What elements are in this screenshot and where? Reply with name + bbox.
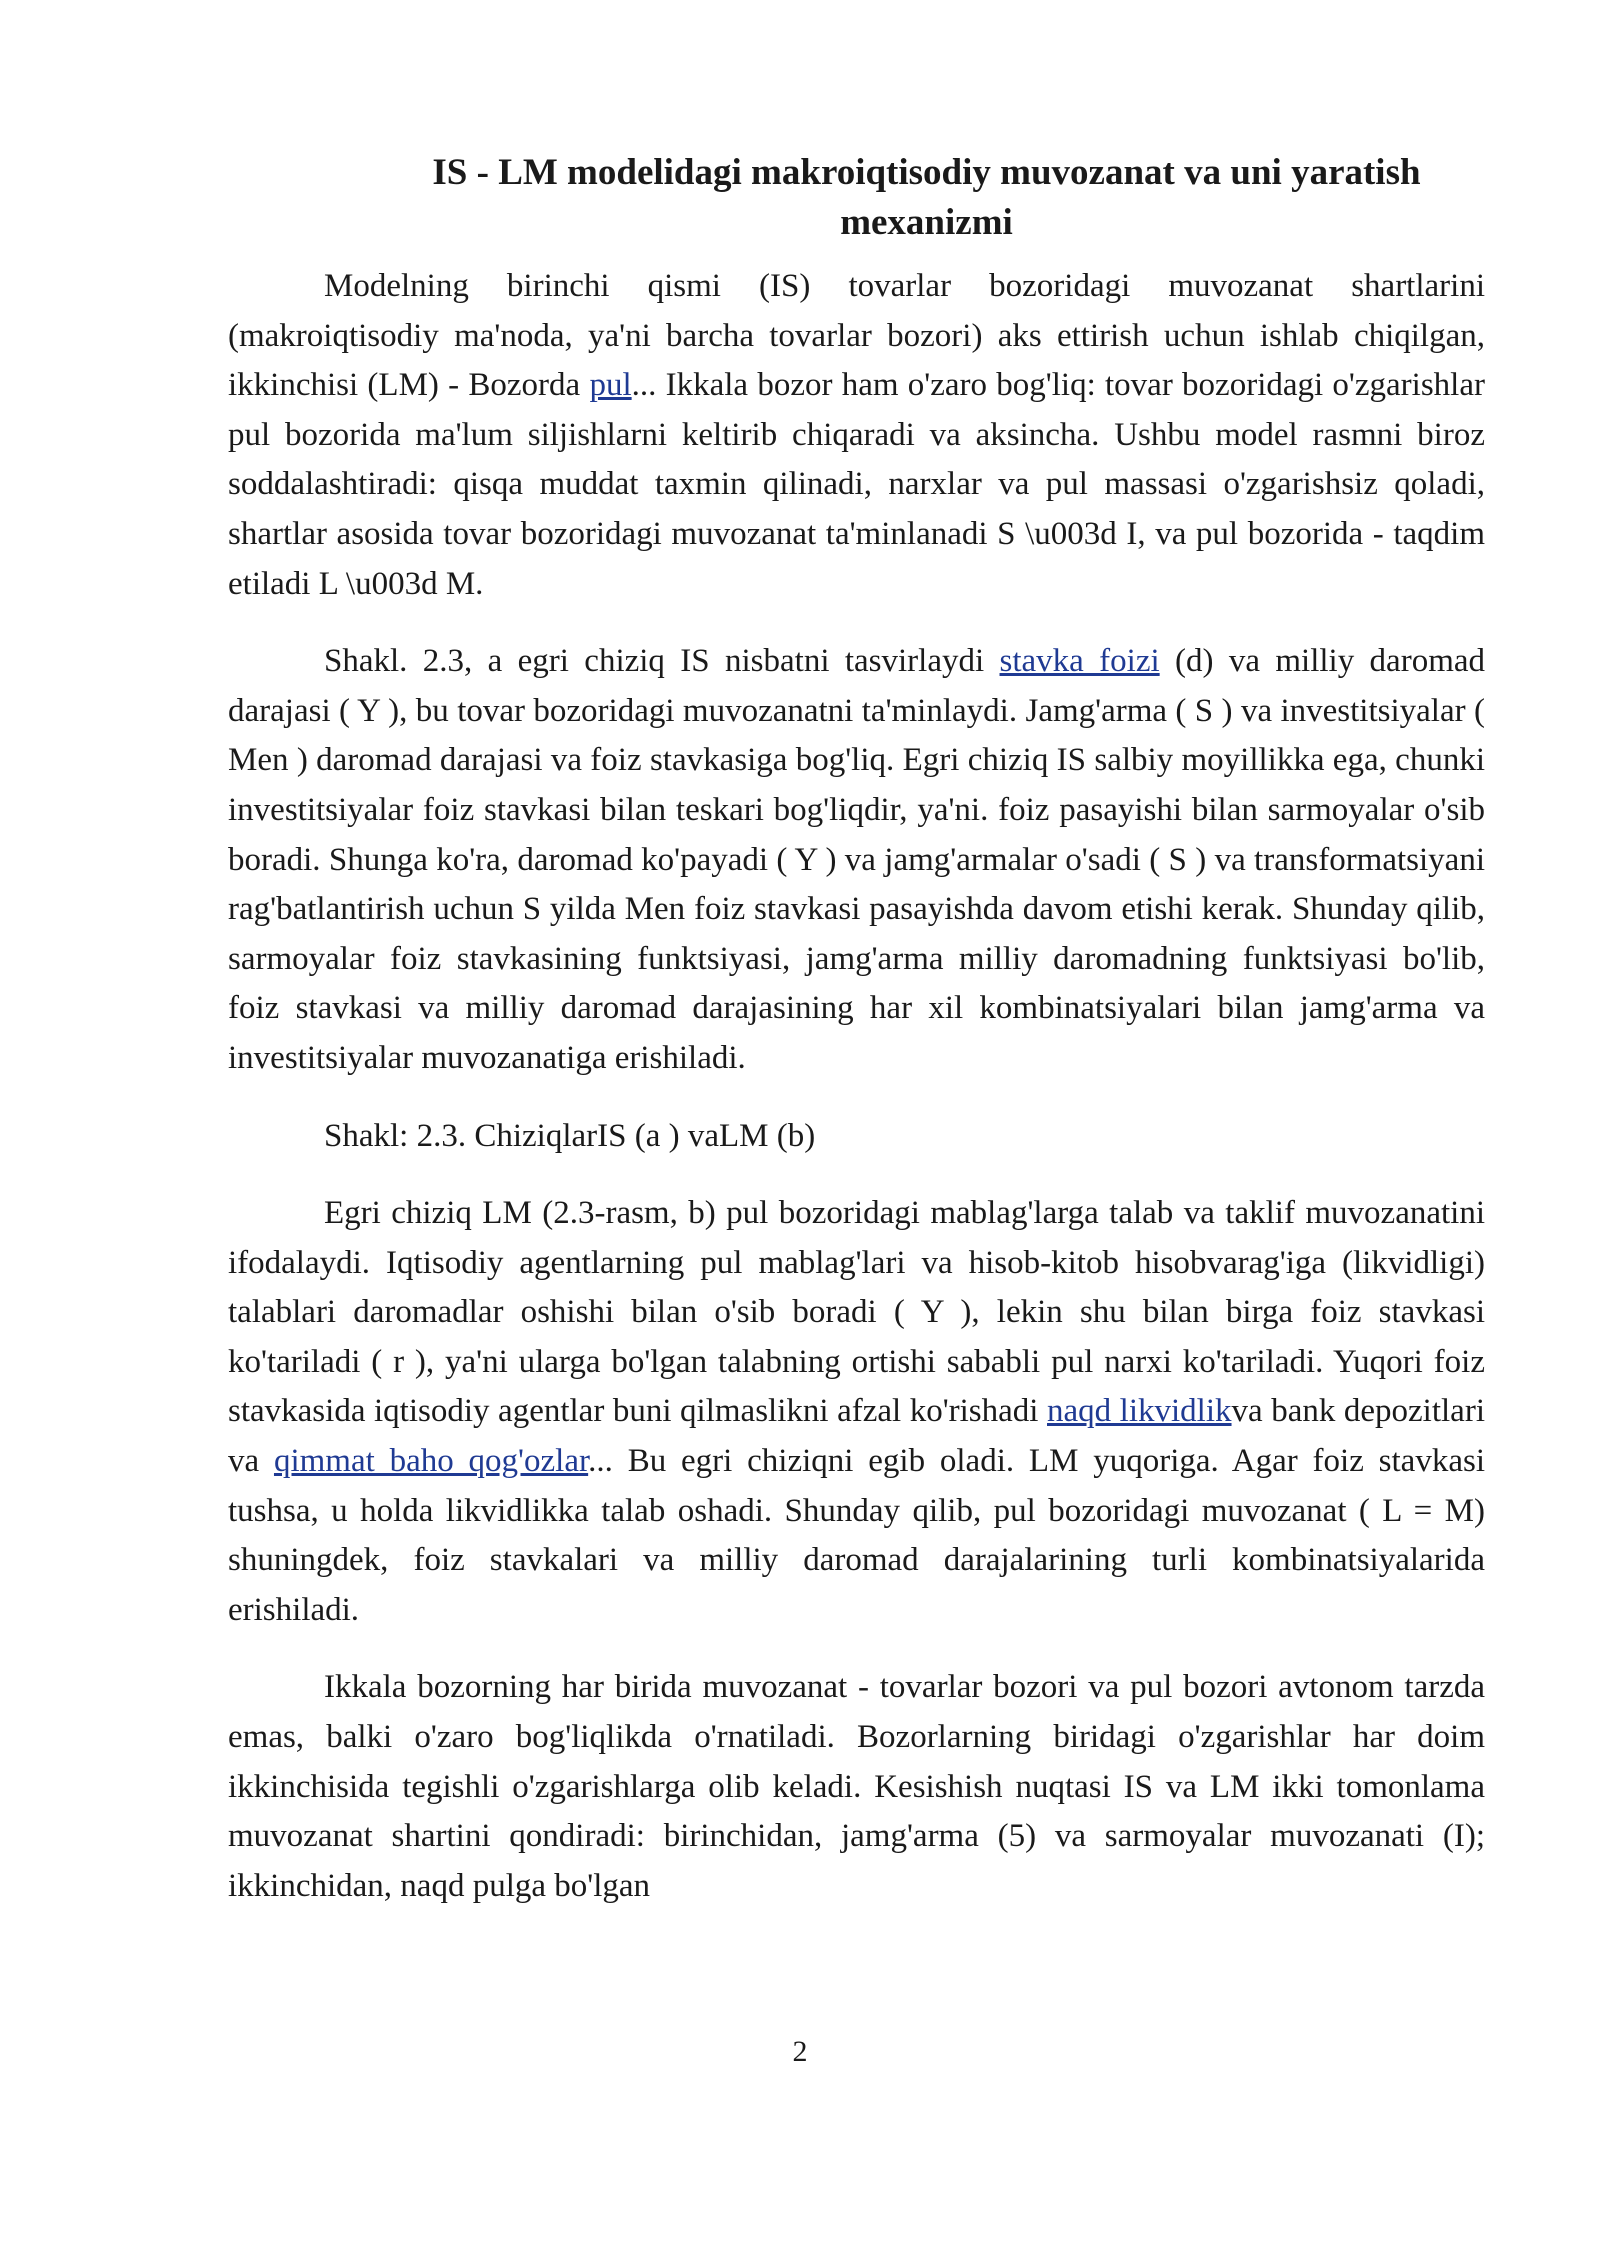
paragraph (228, 1663, 1485, 1911)
text-run: (d) va milliy daromad darajasi ( Y ), bu tovar bozoridagi muvozanatni ta'minlaydi. Jamg'arma ( S ) va investitsiyalar ( Men ) daromad darajasi va foiz stavkasiga bog'liq. Egri chiziq IS salbiy moyillikka ega, chunki investitsiyalar foiz stavkasi bilan teskari bog'liqdir, ya'ni. foiz pasayishi bilan sarmoyalar o'sib boradi. Shunga ko'ra, daromad ko'payadi ( Y ) va jamg'armalar o'sadi ( S ) va transformatsiyani rag'batlantirish uchun S yilda Men foiz stavkasi pasayishda davom etishi kerak. Shunday qilib, sarmoyalar foiz stavkasining funktsiyasi, jamg'arma milliy daromadning funktsiyasi bo'lib, foiz stavkasi va milliy daromad darajasining har xil kombinatsiyalari bilan jamg'arma va investitsiyalar muvozanatiga erishiladi. (228, 643, 1486, 1076)
hyperlink[interactable]: stavka foizi (999, 643, 1160, 680)
text-run: ... Bu egri chiziqni egib oladi. LM yuqoriga. Agar foiz stavkasi tushsa, u holda likvidlikka talab oshadi. Shunday qilib, pul bozoridagi muvozanat ( L = M) shuningdek, foiz stavkalari va milliy daromad darajalarining turli kombinatsiyalarida erishiladi. (228, 1443, 1485, 1628)
figure-caption (228, 1112, 1485, 1162)
page-number: 2 (792, 2035, 808, 2068)
hyperlink[interactable]: qimmat baho qog'ozlar (273, 1443, 589, 1480)
hyperlink[interactable]: naqd likvidlik (1047, 1393, 1232, 1430)
text-run: ... Ikkala bozor ham o'zaro bog'liq: tovar bozoridagi o'zgarishlar pul bozorida ma'lum siljishlarni keltirib chiqaradi va aksincha. Ushbu model rasmni biroz soddalashtiradi: qisqa muddat taxmin qilinadi, narxlar va pul massasi o'zgarishsiz qoladi, shartlar asosida tovar bozoridagi muvozanat ta'minlanadi S \u003d I, va pul bozorida - taqdim etiladi L \u003d M. (228, 367, 1485, 602)
text-run: Egri chiziq LM (2.3-rasm, b) pul bozoridagi mablag'larga talab va taklif muvozanatini ifodalaydi. Iqtisodiy agentlarning pul mablag'lari va hisob-kitob hisobvarag'iga (likvidligi) talablari daromadlar oshishi bilan o'sib boradi ( Y ), lekin shu bilan birga foiz stavkasi ko'tariladi ( r ), ya'ni ularga bo'lgan talabning ortishi sababli pul narxi ko'tariladi. Yuqori foiz stavkasida iqtisodiy agentlar buni qilmaslikni afzal ko'rishadi (228, 1195, 1485, 1430)
document-body (228, 262, 1485, 1911)
text-run: Modelning birinchi qismi (IS) tovarlar bozoridagi muvozanat shartlarini (makroiqtisodiy ma'noda, ya'ni barcha tovarlar bozori) aks ettirish uchun ishlab chiqilgan, ikkinchisi (LM) - Bozorda (228, 268, 1485, 404)
document-title: IS - LM modelidagi makroiqtisodiy muvozanat va uni yaratish mexanizmi (432, 152, 1421, 243)
paragraph (228, 637, 1485, 1083)
hyperlink[interactable]: pul (589, 367, 632, 404)
document-page (228, 148, 1485, 1939)
text-run: va bank depozitlari va (228, 1393, 1485, 1480)
text-run: Shakl: 2.3. ChiziqlarIS (a ) vaLM (b) (324, 1117, 816, 1154)
text-run: Ikkala bozorning har birida muvozanat - tovarlar bozori va pul bozori avtonom tarzda emas, balki o'zaro bog'liqlikda o'rnatiladi. Bozorlarning biridagi o'zgarishlar har doim ikkinchisida tegishli o'zgarishlarga olib keladi. Kesishish nuqtasi IS va LM ikki tomonlama muvozanat shartini qondiradi: birinchidan, jamg'arma (5) va sarmoyalar muvozanati (I); ikkinchidan, naqd pulga bo'lgan (228, 1669, 1485, 1904)
paragraph (228, 1189, 1485, 1635)
text-run: Shakl. 2.3, a egri chiziq IS nisbatni tasvirlaydi (324, 643, 1000, 680)
paragraph (228, 262, 1485, 609)
